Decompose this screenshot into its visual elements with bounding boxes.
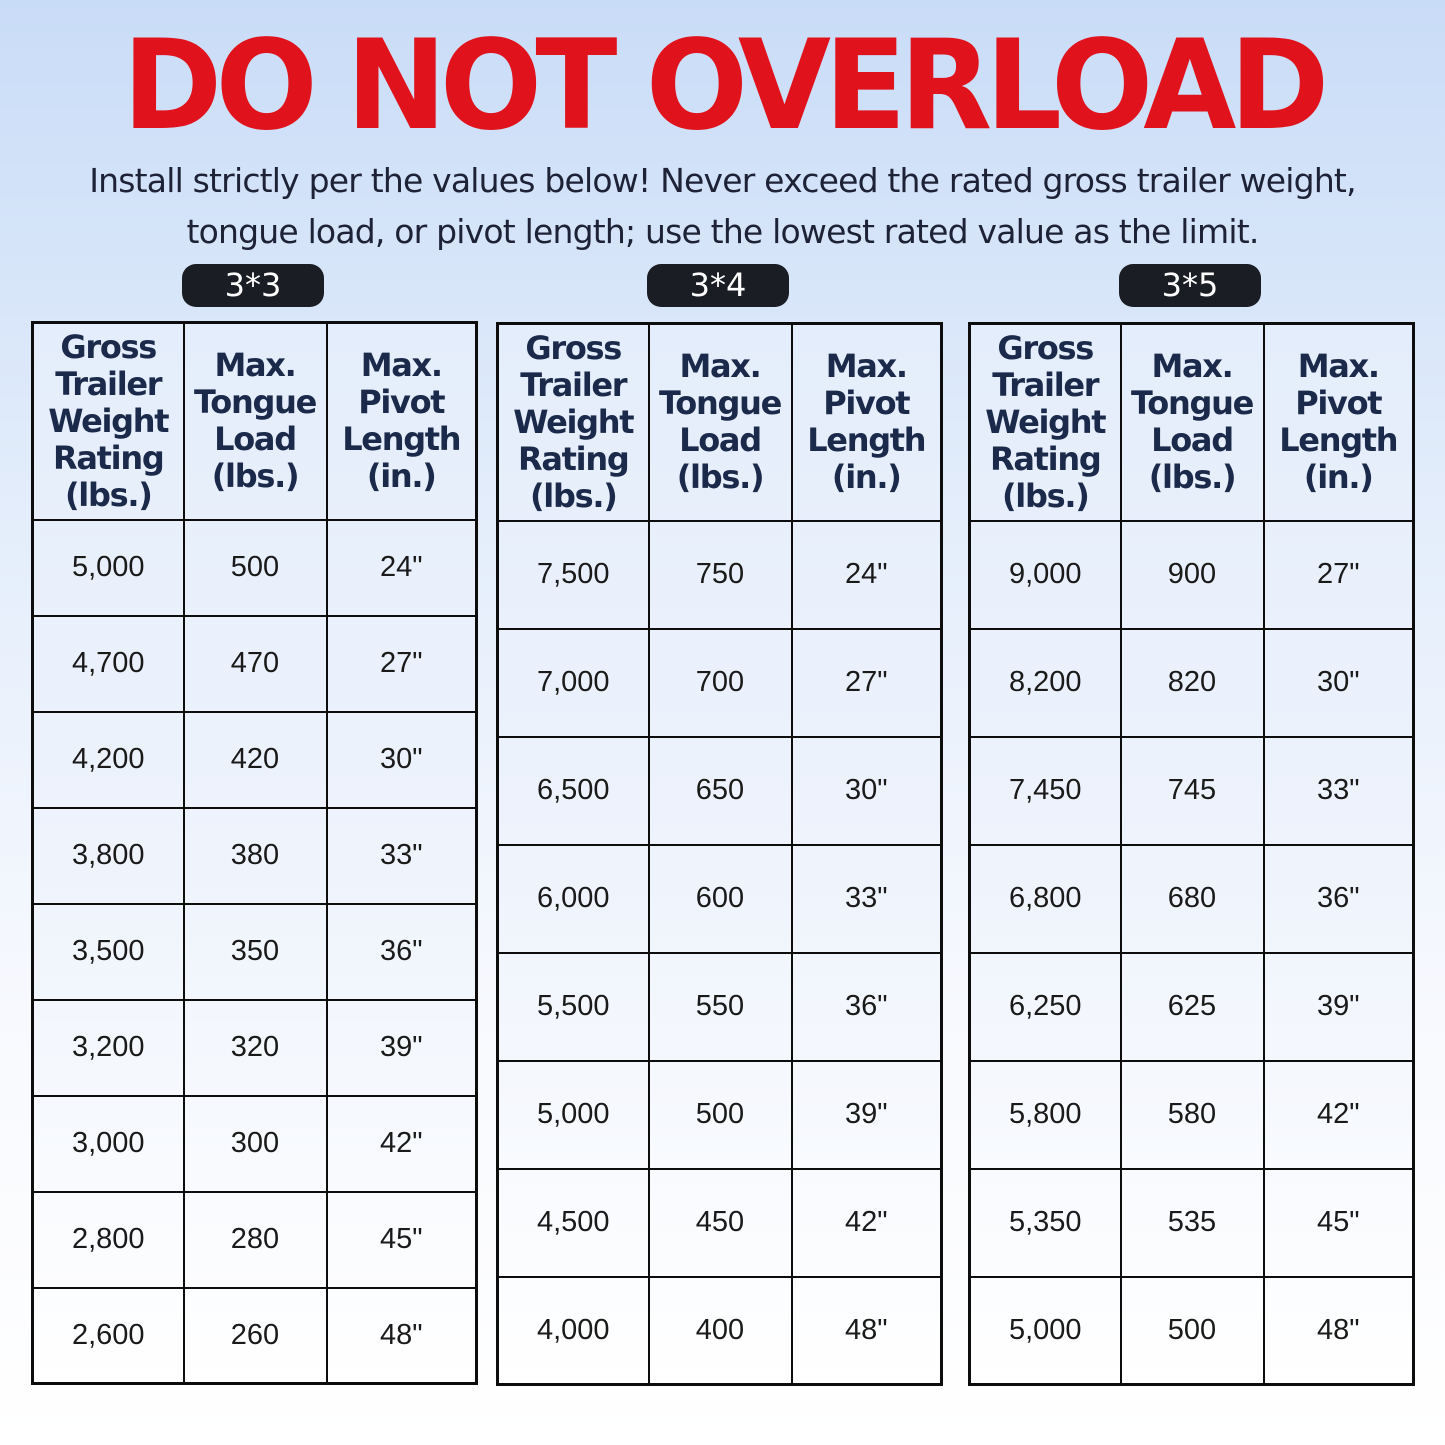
cell-gross-weight: 4,200 <box>33 712 184 808</box>
cell-gross-weight: 4,500 <box>498 1169 649 1277</box>
table-row <box>33 904 477 1000</box>
table-row <box>970 1169 1414 1277</box>
cell-tongue-load: 625 <box>1121 953 1264 1061</box>
cell-tongue-load: 350 <box>184 904 327 1000</box>
cell-pivot-length: 33" <box>327 808 477 904</box>
cell-gross-weight: 5,000 <box>498 1061 649 1169</box>
cell-gross-weight: 9,000 <box>970 521 1121 629</box>
table-row <box>970 629 1414 737</box>
table-row <box>33 1192 477 1288</box>
size-badge: 3*4 <box>647 264 789 307</box>
cell-tongue-load: 820 <box>1121 629 1264 737</box>
column-header-pivot-length: Max. Pivot Length (in.) <box>792 324 942 521</box>
cell-gross-weight: 5,800 <box>970 1061 1121 1169</box>
table-row <box>33 808 477 904</box>
cell-pivot-length: 39" <box>327 1000 477 1096</box>
cell-tongue-load: 260 <box>184 1288 327 1384</box>
cell-tongue-load: 500 <box>184 520 327 616</box>
cell-pivot-length: 30" <box>792 737 942 845</box>
table-row <box>498 953 942 1061</box>
table-row <box>970 521 1414 629</box>
table-row <box>33 616 477 712</box>
cell-pivot-length: 42" <box>327 1096 477 1192</box>
cell-gross-weight: 7,000 <box>498 629 649 737</box>
cell-tongue-load: 280 <box>184 1192 327 1288</box>
cell-gross-weight: 5,000 <box>33 520 184 616</box>
column-header-tongue-load: Max. Tongue Load (lbs.) <box>184 323 327 520</box>
cell-pivot-length: 30" <box>327 712 477 808</box>
cell-pivot-length: 42" <box>792 1169 942 1277</box>
cell-tongue-load: 680 <box>1121 845 1264 953</box>
load-table <box>968 322 1415 1386</box>
cell-gross-weight: 6,250 <box>970 953 1121 1061</box>
cell-gross-weight: 6,500 <box>498 737 649 845</box>
cell-pivot-length: 42" <box>1264 1061 1414 1169</box>
page-subtitle: Install strictly per the values below! Never exceed the rated gross trailer weight, tongue load, or pivot length; use the lowest rated value as the limit. <box>89 161 1356 251</box>
cell-pivot-length: 39" <box>1264 953 1414 1061</box>
cell-gross-weight: 3,500 <box>33 904 184 1000</box>
page-title: DO NOT OVERLOAD <box>122 14 1323 158</box>
load-table <box>31 321 478 1385</box>
cell-pivot-length: 48" <box>327 1288 477 1384</box>
table-header-row <box>498 324 942 521</box>
cell-tongue-load: 700 <box>649 629 792 737</box>
cell-gross-weight: 5,350 <box>970 1169 1121 1277</box>
cell-tongue-load: 550 <box>649 953 792 1061</box>
table-row <box>33 1096 477 1192</box>
column-header-tongue-load: Max. Tongue Load (lbs.) <box>649 324 792 521</box>
cell-tongue-load: 300 <box>184 1096 327 1192</box>
cell-gross-weight: 7,500 <box>498 521 649 629</box>
table-row <box>970 1277 1414 1385</box>
table-row <box>33 1000 477 1096</box>
column-header-pivot-length: Max. Pivot Length (in.) <box>1264 324 1414 521</box>
cell-tongue-load: 500 <box>1121 1277 1264 1385</box>
size-badge: 3*5 <box>1119 264 1261 307</box>
cell-pivot-length: 33" <box>792 845 942 953</box>
cell-pivot-length: 30" <box>1264 629 1414 737</box>
cell-pivot-length: 45" <box>327 1192 477 1288</box>
cell-gross-weight: 4,000 <box>498 1277 649 1385</box>
cell-gross-weight: 5,000 <box>970 1277 1121 1385</box>
cell-tongue-load: 745 <box>1121 737 1264 845</box>
cell-pivot-length: 27" <box>327 616 477 712</box>
table-row <box>498 521 942 629</box>
cell-tongue-load: 750 <box>649 521 792 629</box>
cell-pivot-length: 27" <box>1264 521 1414 629</box>
table-row <box>970 845 1414 953</box>
load-table <box>496 322 943 1386</box>
cell-tongue-load: 650 <box>649 737 792 845</box>
column-header-pivot-length: Max. Pivot Length (in.) <box>327 323 477 520</box>
column-header-gross-weight: Gross Trailer Weight Rating (lbs.) <box>33 323 184 520</box>
table-row <box>970 1061 1414 1169</box>
cell-tongue-load: 320 <box>184 1000 327 1096</box>
column-header-gross-weight: Gross Trailer Weight Rating (lbs.) <box>970 324 1121 521</box>
cell-tongue-load: 900 <box>1121 521 1264 629</box>
cell-gross-weight: 2,800 <box>33 1192 184 1288</box>
cell-tongue-load: 420 <box>184 712 327 808</box>
cell-tongue-load: 535 <box>1121 1169 1264 1277</box>
cell-gross-weight: 3,000 <box>33 1096 184 1192</box>
cell-pivot-length: 36" <box>1264 845 1414 953</box>
cell-tongue-load: 470 <box>184 616 327 712</box>
cell-pivot-length: 45" <box>1264 1169 1414 1277</box>
cell-pivot-length: 27" <box>792 629 942 737</box>
table-row <box>33 712 477 808</box>
cell-pivot-length: 24" <box>327 520 477 616</box>
cell-gross-weight: 5,500 <box>498 953 649 1061</box>
column-header-gross-weight: Gross Trailer Weight Rating (lbs.) <box>498 324 649 521</box>
table-row <box>33 520 477 616</box>
cell-pivot-length: 24" <box>792 521 942 629</box>
column-header-tongue-load: Max. Tongue Load (lbs.) <box>1121 324 1264 521</box>
cell-gross-weight: 7,450 <box>970 737 1121 845</box>
cell-gross-weight: 4,700 <box>33 616 184 712</box>
table-row <box>498 1277 942 1385</box>
cell-tongue-load: 450 <box>649 1169 792 1277</box>
table-row <box>498 737 942 845</box>
cell-tongue-load: 380 <box>184 808 327 904</box>
cell-gross-weight: 8,200 <box>970 629 1121 737</box>
cell-tongue-load: 500 <box>649 1061 792 1169</box>
cell-gross-weight: 6,000 <box>498 845 649 953</box>
table-row <box>498 629 942 737</box>
cell-pivot-length: 39" <box>792 1061 942 1169</box>
size-badge: 3*3 <box>182 264 324 307</box>
table-row <box>498 845 942 953</box>
table-row <box>33 1288 477 1384</box>
cell-gross-weight: 2,600 <box>33 1288 184 1384</box>
table-row <box>498 1169 942 1277</box>
cell-pivot-length: 36" <box>327 904 477 1000</box>
cell-tongue-load: 600 <box>649 845 792 953</box>
cell-pivot-length: 33" <box>1264 737 1414 845</box>
cell-gross-weight: 3,200 <box>33 1000 184 1096</box>
cell-gross-weight: 6,800 <box>970 845 1121 953</box>
table-header-row <box>970 324 1414 521</box>
table-header-row <box>33 323 477 520</box>
cell-pivot-length: 48" <box>792 1277 942 1385</box>
table-row <box>970 737 1414 845</box>
cell-pivot-length: 36" <box>792 953 942 1061</box>
table-row <box>498 1061 942 1169</box>
cell-tongue-load: 400 <box>649 1277 792 1385</box>
cell-tongue-load: 580 <box>1121 1061 1264 1169</box>
table-row <box>970 953 1414 1061</box>
cell-gross-weight: 3,800 <box>33 808 184 904</box>
cell-pivot-length: 48" <box>1264 1277 1414 1385</box>
